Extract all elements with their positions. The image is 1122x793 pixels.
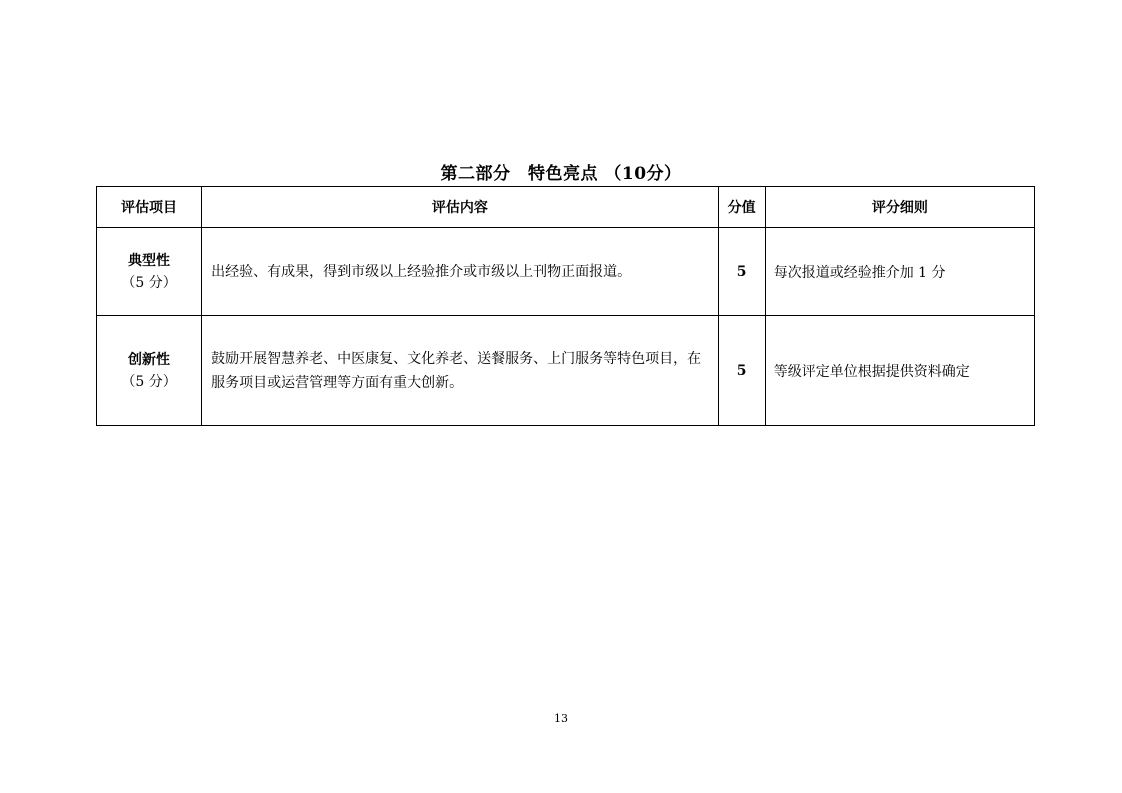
- header-content: 评估内容: [202, 187, 719, 228]
- table-header-row: [97, 187, 1035, 228]
- item-score: （5 分）: [121, 373, 177, 390]
- page-number: 13: [554, 712, 568, 725]
- item-score: （5 分）: [121, 274, 177, 291]
- section-title: 第二部分 特色亮点 （10分）: [440, 164, 682, 184]
- table-row: [97, 316, 1035, 426]
- rule-cell: 每次报道或经验推介加 1 分: [765, 228, 1034, 316]
- header-rule: 评分细则: [765, 187, 1034, 228]
- item-cell: [97, 228, 202, 316]
- header-score: 分值: [718, 187, 765, 228]
- content-cell: 出经验、有成果，得到市级以上经验推介或市级以上刊物正面报道。: [202, 228, 719, 316]
- item-cell: [97, 316, 202, 426]
- item-name: 典型性: [128, 252, 171, 269]
- score-cell: 5: [718, 316, 765, 426]
- header-item: 评估项目: [97, 187, 202, 228]
- content-cell: 鼓励开展智慧养老、中医康复、文化养老、送餐服务、上门服务等特色项目，在服务项目或运营管理等方面有重大创新。: [202, 316, 719, 426]
- rule-cell: 等级评定单位根据提供资料确定: [765, 316, 1034, 426]
- evaluation-table: [96, 186, 1035, 426]
- score-cell: 5: [718, 228, 765, 316]
- item-name: 创新性: [128, 351, 171, 368]
- table-row: [97, 228, 1035, 316]
- table-header: [97, 187, 1035, 228]
